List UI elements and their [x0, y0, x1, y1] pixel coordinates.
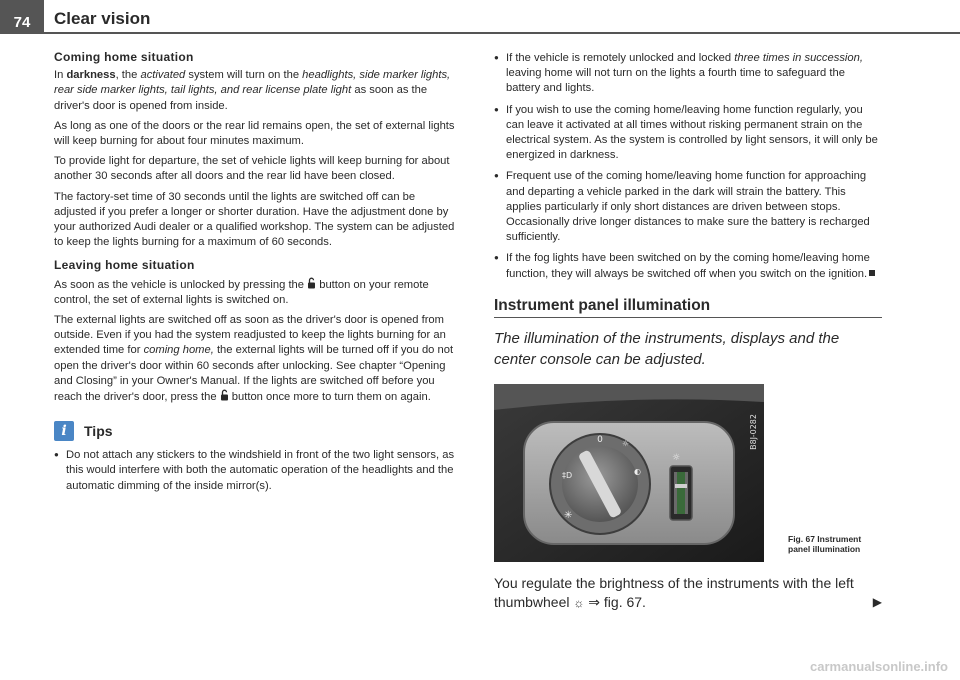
italic-text: activated: [140, 69, 186, 82]
text: In: [54, 69, 67, 82]
chapter-title: Clear vision: [54, 9, 151, 28]
text: You regulate the brightness of the instruments with the left thumbwheel: [494, 575, 854, 611]
header-rule: [0, 32, 960, 34]
text: system will turn on the: [185, 69, 303, 82]
left-column: [54, 50, 458, 499]
right-bullet-1: [494, 50, 882, 97]
coming-home-paragraph-4: The factory-set time of 30 seconds until the lights are switched off can be adjusted if you prefer a longer or shorter duration. Have the adjustment done by your authorized Audi dealer or a qualified workshop. The system can be adjusted to keep the lights burning for a maximum of 60 seconds.: [54, 190, 455, 249]
caption-line: Fig. 67 Instrument: [788, 534, 862, 545]
leaving-home-paragraph-2: [54, 313, 458, 405]
italic-text: headlights, side marker lights, rear side marker lights, tail lights, and rear license plate light: [54, 69, 451, 97]
leaving-home-heading: Leaving home situation: [54, 258, 195, 273]
caption-line: panel illumination: [788, 544, 861, 555]
section-intro: The illumination of the instruments, displays and the center console can be adjusted.: [494, 330, 840, 369]
section-title: Instrument panel illumination: [494, 298, 882, 318]
text: If the vehicle is remotely unlocked and locked: [506, 52, 735, 64]
text: as soon as the driver's door is opened from inside.: [54, 84, 428, 112]
bold-text: darkness: [66, 69, 116, 82]
right-bullet-4: [494, 250, 882, 281]
text: The external lights are switched off as soon as the driver's door is opened from outside. Even if you had the system readjusted to keep the lights burning for an extended time for: [54, 314, 446, 357]
tips-header: [54, 421, 458, 441]
svg-text:◐: ◐: [634, 467, 641, 477]
info-icon: i: [54, 421, 74, 441]
svg-text:0: 0: [597, 435, 603, 446]
figure-67: [494, 384, 882, 562]
figure-caption: [788, 534, 861, 554]
figure-code: B8J-0282: [749, 414, 758, 450]
right-bullet-3: ● Frequent use of the coming home/leaving home function for approaching and departing a vehicle parked in the dark will strain the battery. This applies particularly if only short distances are driven between stops. Occasionally drive longer distances to make sure the battery is recharged sufficiently.: [494, 168, 882, 245]
instrument-body: [494, 574, 882, 613]
italic-text: coming home,: [143, 344, 214, 357]
right-column: [494, 50, 882, 618]
watermark: carmanualsonline.info: [810, 659, 948, 674]
text: As soon as the vehicle is unlocked by pressing the: [54, 278, 308, 291]
thumbwheel-icon: ☼: [573, 596, 585, 611]
text: leaving home will not turn on the lights a fourth time to safeguard the battery and lights.: [506, 67, 845, 95]
text: If the fog lights have been switched on by the coming home/leaving home function, they will always be switched off when you switch on the ignition.: [506, 252, 870, 280]
tips-label: Tips: [84, 422, 113, 439]
svg-text:✳: ✳: [564, 510, 573, 522]
tips-bullet: ● Do not attach any stickers to the windshield in front of the two light sensors, as this would interfere with both the automatic operation of the headlights and the automatic dimming of the inside mirror(s).: [54, 447, 458, 494]
text: , the: [115, 69, 141, 82]
coming-home-paragraph-3: To provide light for departure, the set of vehicle lights will keep burning for about another 30 seconds after all doors and the rear lid have been closed.: [54, 155, 450, 183]
italic-text: three times in succession,: [734, 52, 863, 64]
end-of-section-mark: [869, 270, 875, 276]
coming-home-heading: Coming home situation: [54, 50, 194, 64]
text: button once more to turn them on again.: [228, 391, 431, 404]
figure-reference: ⇒ fig. 67.: [588, 594, 646, 611]
page-number: 74: [0, 0, 44, 34]
light-switch-illustration: [494, 384, 764, 562]
coming-home-paragraph-2: As long as one of the doors or the rear lid remains open, the set of external lights will keep burning for about four minutes maximum.: [54, 119, 455, 148]
text: button on your remote control, the set of external lights is switched on.: [54, 278, 429, 306]
svg-text:‡D: ‡D: [562, 471, 573, 481]
continue-arrow-icon: ▶: [872, 595, 882, 610]
unlock-button-icon: [307, 277, 316, 289]
leaving-home-paragraph-1: [54, 277, 458, 308]
coming-home-paragraph-1: [54, 68, 458, 114]
unlock-button-icon: [220, 389, 229, 401]
svg-text:☼: ☼: [622, 439, 630, 449]
text: the external lights will be turned off if you do not open the driver's door within 60 seconds after unlocking. See chapter “Opening and Closing” in your Owner's Manual. If the lights are switched off before you reach the driver's door, press the: [54, 344, 454, 404]
svg-text:☼: ☼: [672, 453, 681, 464]
right-bullet-2: ● If you wish to use the coming home/leaving home function regularly, you can leave it activated at all times without risking permanent strain on the electrical system. As the system is controlled by light sensors, it will only be energized in darkness.: [494, 102, 882, 164]
